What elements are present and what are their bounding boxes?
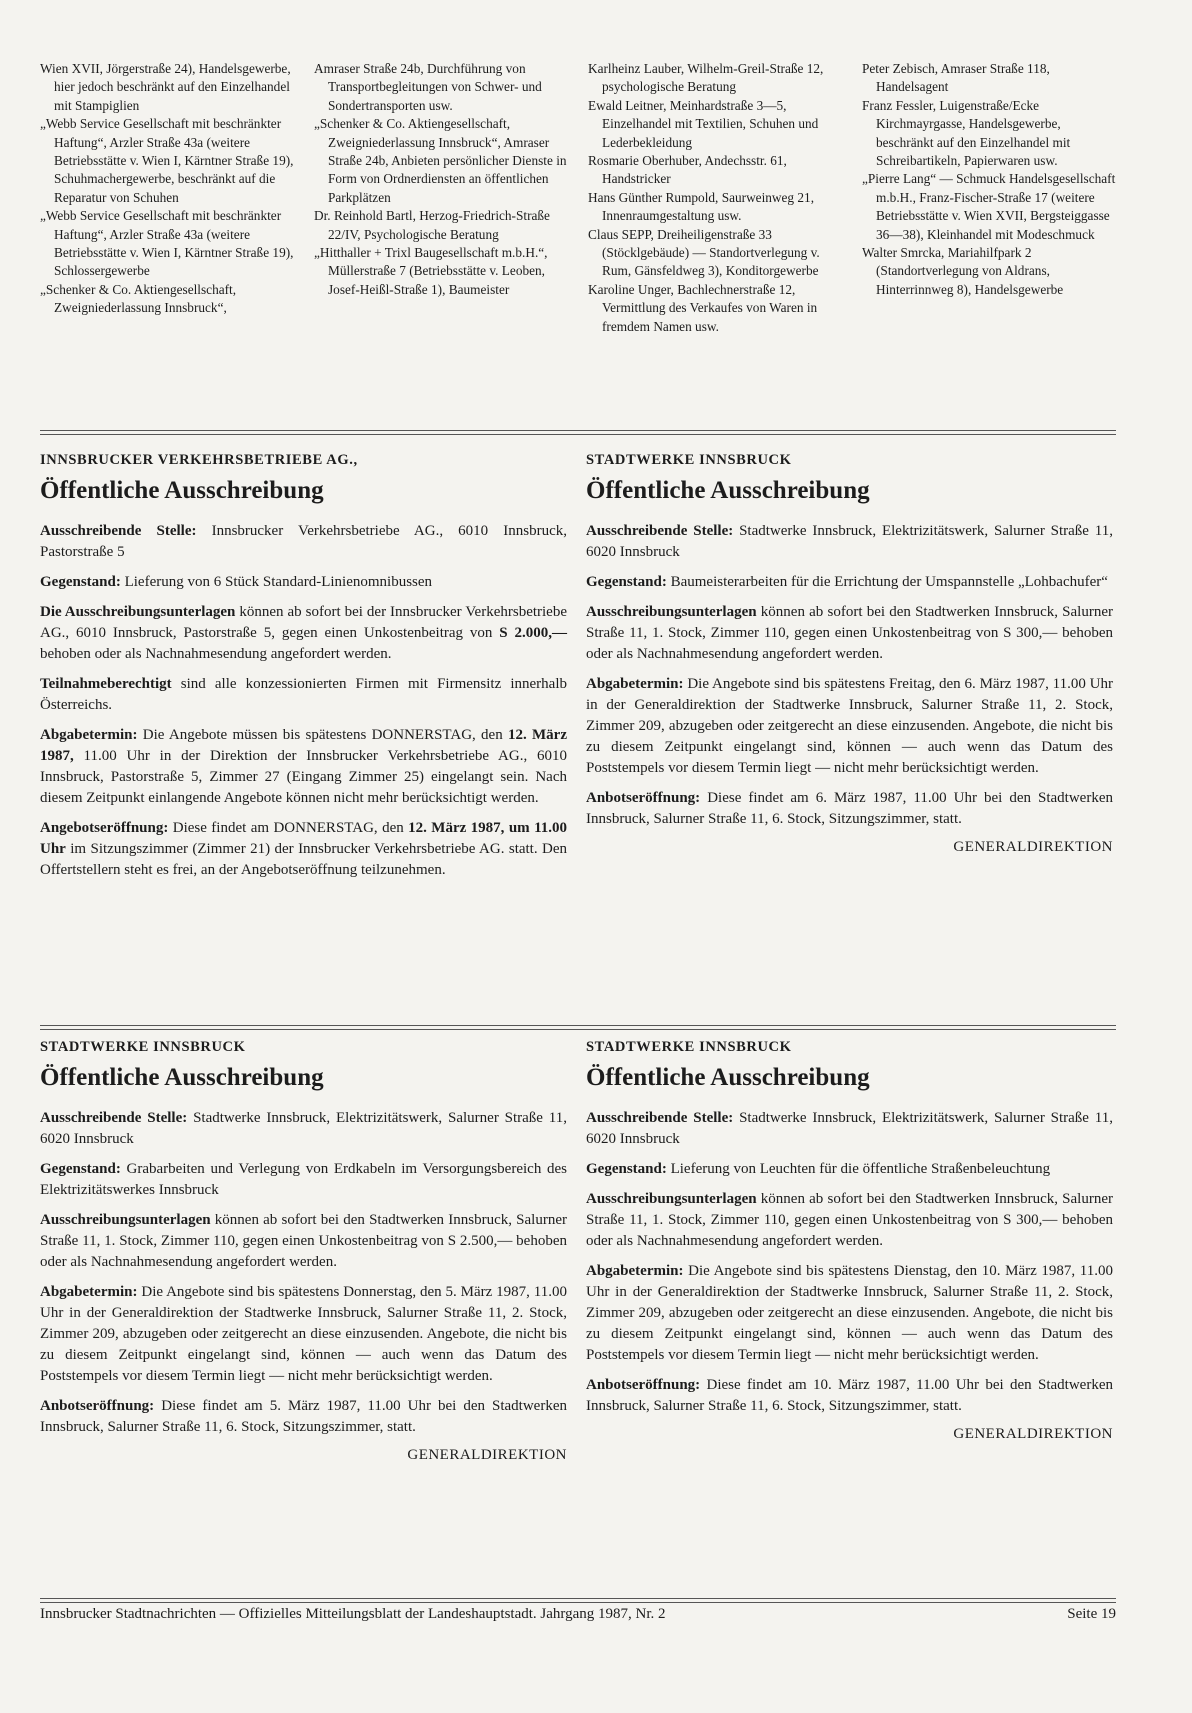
list-item: „Webb Service Gesellschaft mit beschränkter Haftung“, Arzler Straße 43a (weitere Betriebsstätte v. Wien I, Kärntner Straße 19), Schlossergewerbe <box>40 208 294 279</box>
notice-paragraph: Gegenstand: Grabarbeiten und Verlegung von Erdkabeln im Versorgungsbereich des Elektrizitätswerkes Innsbruck <box>40 1161 567 1198</box>
business-register-listings <box>40 60 1116 405</box>
section-divider <box>40 1025 1116 1030</box>
notice-verkehrsbetriebe <box>40 452 567 890</box>
list-item: Hans Günther Rumpold, Saurweinweg 21, Innenraumgestaltung usw. <box>588 189 815 224</box>
publication-line: Innsbrucker Stadtnachrichten — Offizielles Mitteilungsblatt der Landeshauptstadt. Jahrgang 1987, Nr. 2 <box>40 1606 666 1622</box>
notice-heading: Öffentliche Ausschreibung <box>40 477 324 504</box>
listing-column-4 <box>862 60 1116 405</box>
list-item: Walter Smrcka, Mariahilfpark 2 (Standortverlegung von Aldrans, Hinterrinnweg 8), Handelsgewerbe <box>862 245 1064 297</box>
notice-paragraph: Gegenstand: Lieferung von Leuchten für die öffentliche Straßenbeleuchtung <box>586 1161 1051 1177</box>
notice-umspannstelle <box>586 452 1113 856</box>
notice-paragraph: Abgabetermin: Die Angebote müssen bis spätestens DONNERSTAG, den 12. März 1987, 11.00 Uhr in der Direktion der Innsbrucker Verkehrsbetriebe AG., 6010 Innsbruck, Pastorstraße 5, Zimmer 27 (Eingang Zimmer 25) eingelangt sein. Nach diesem Zeitpunkt einlangende Angebote können nicht mehr berücksichtigt werden. <box>40 727 567 806</box>
notice-paragraph: Gegenstand: Lieferung von 6 Stück Standard-Linienomnibussen <box>40 574 433 590</box>
notice-heading: Öffentliche Ausschreibung <box>586 477 870 504</box>
list-item: Rosmarie Oberhuber, Andechsstr. 61, Handstricker <box>588 153 787 187</box>
notice-paragraph: Ausschreibungsunterlagen können ab sofort bei den Stadtwerken Innsbruck, Salurner Straße 11, 1. Stock, Zimmer 110, gegen einen Unkostenbeitrag von S 2.500,— behoben oder als Nachnahmesendung angefordert werden. <box>40 1212 567 1270</box>
notice-paragraph: Ausschreibende Stelle: Stadtwerke Innsbruck, Elektrizitätswerk, Salurner Straße 11, 6020 Innsbruck <box>40 1110 567 1147</box>
list-item: „Schenker & Co. Aktiengesellschaft, Zweigniederlassung Innsbruck“, Amraser Straße 24b, Anbieten persönlicher Dienste in Form von Ordnerdiensten an öffentlichen Parkplätzen <box>314 116 567 205</box>
notice-paragraph: Gegenstand: Baumeisterarbeiten für die Errichtung der Umspannstelle „Lohbachufer“ <box>586 574 1108 590</box>
footer-divider <box>40 1598 1116 1603</box>
notice-erdkabel <box>40 1039 567 1464</box>
list-item: Karoline Unger, Bachlechnerstraße 12, Vermittlung des Verkaufes von Waren in fremdem Namen usw. <box>588 281 818 334</box>
notice-signature: GENERALDIREKTION <box>407 1447 567 1463</box>
notice-paragraph: Ausschreibende Stelle: Stadtwerke Innsbruck, Elektrizitätswerk, Salurner Straße 11, 6020 Innsbruck <box>586 523 1113 560</box>
notice-paragraph: Ausschreibende Stelle: Innsbrucker Verkehrsbetriebe AG., 6010 Innsbruck, Pastorstraße 5 <box>40 523 567 560</box>
notice-paragraph: Abgabetermin: Die Angebote sind bis spätestens Freitag, den 6. März 1987, 11.00 Uhr in der Generaldirektion der Stadtwerke Innsbruck, Salurner Straße 11, 2. Stock, Zimmer 209, abzugeben oder zeitgerecht an diese einzusenden. Angebote, die nicht bis zu diesem Zeitpunkt eingelangt sind, können — auch wenn das Datum des Poststempels vor diesem Termin liegt — nicht mehr berücksichtigt werden. <box>586 676 1113 776</box>
list-item: Franz Fessler, Luigenstraße/Ecke Kirchmayrgasse, Handelsgewerbe, beschränkt auf den Einzelhandel mit Schreibartikeln, Papierwaren usw. <box>862 97 1071 169</box>
list-item: „Schenker & Co. Aktiengesellschaft, Zweigniederlassung Innsbruck“, <box>40 281 237 316</box>
list-item: Dr. Reinhold Bartl, Herzog-Friedrich-Straße 22/IV, Psychologische Beratung <box>314 208 550 242</box>
notice-leuchten <box>586 1039 1113 1443</box>
page-number: Seite 19 <box>1067 1606 1116 1622</box>
notice-paragraph: Ausschreibungsunterlagen können ab sofort bei den Stadtwerken Innsbruck, Salurner Straße 11, 1. Stock, Zimmer 110, gegen einen Unkostenbeitrag von S 300,— behoben oder als Nachnahmesendung angefordert werden. <box>586 604 1113 662</box>
list-item: „Hitthaller + Trixl Baugesellschaft m.b.H.“, Müllerstraße 7 (Betriebsstätte v. Leoben, Josef-Heißl-Straße 1), Baumeister <box>314 245 548 297</box>
list-item: Karlheinz Lauber, Wilhelm-Greil-Straße 12, psychologische Beratung <box>588 61 824 95</box>
list-item: „Webb Service Gesellschaft mit beschränkter Haftung“, Arzler Straße 43a (weitere Betriebsstätte v. Wien I, Kärntner Straße 19), Schuhmachergewerbe, beschränkt auf die Reparatur von Schuhen <box>40 116 294 205</box>
notice-paragraph: Teilnahmeberechtigt sind alle konzessionierten Firmen mit Firmensitz innerhalb Österreichs. <box>40 676 567 713</box>
notice-issuer: STADTWERKE INNSBRUCK <box>40 1039 246 1055</box>
notice-issuer: STADTWERKE INNSBRUCK <box>586 1039 792 1055</box>
listing-column-3 <box>588 60 842 405</box>
notice-paragraph: Ausschreibende Stelle: Stadtwerke Innsbruck, Elektrizitätswerk, Salurner Straße 11, 6020 Innsbruck <box>586 1110 1113 1147</box>
list-item: Amraser Straße 24b, Durchführung von Transportbegleitungen von Schwer- und Sondertransporten usw. <box>314 61 542 113</box>
list-item: Wien XVII, Jörgerstraße 24), Handelsgewerbe, hier jedoch beschränkt auf den Einzelhandel mit Stampiglien <box>40 61 291 113</box>
notice-issuer: INNSBRUCKER VERKEHRSBETRIEBE AG., <box>40 452 358 468</box>
notice-paragraph: Abgabetermin: Die Angebote sind bis spätestens Donnerstag, den 5. März 1987, 11.00 Uhr in der Generaldirektion der Stadtwerke Innsbruck, Salurner Straße 11, 2. Stock, Zimmer 209, abzugeben oder zeitgerecht an diese einzusenden. Angebote, die nicht bis zu diesem Zeitpunkt eingelangt sind, können — auch wenn das Datum des Poststempels vor diesem Termin liegt — nicht mehr berücksichtigt werden. <box>40 1284 567 1384</box>
notice-paragraph: Ausschreibungsunterlagen können ab sofort bei den Stadtwerken Innsbruck, Salurner Straße 11, 1. Stock, Zimmer 110, gegen einen Unkostenbeitrag von S 300,— behoben oder als Nachnahmesendung angefordert werden. <box>586 1191 1113 1249</box>
section-divider <box>40 430 1116 435</box>
listing-column-1 <box>40 60 294 405</box>
notice-issuer: STADTWERKE INNSBRUCK <box>586 452 792 468</box>
notice-paragraph: Angebotseröffnung: Diese findet am DONNERSTAG, den 12. März 1987, um 11.00 Uhr im Sitzungszimmer (Zimmer 21) der Innsbrucker Verkehrsbetriebe AG. statt. Den Offertstellern steht es frei, an der Angebotseröffnung teilzunehmen. <box>40 820 568 878</box>
notice-signature: GENERALDIREKTION <box>953 1426 1113 1442</box>
notice-heading: Öffentliche Ausschreibung <box>586 1064 870 1091</box>
page-footer <box>40 1606 1116 1623</box>
list-item: „Pierre Lang“ — Schmuck Handelsgesellschaft m.b.H., Franz-Fischer-Straße 17 (weitere Betriebsstätte v. Wien XVII, Bergsteiggasse 36—38), Kleinhandel mit Modeschmuck <box>862 171 1116 242</box>
notice-heading: Öffentliche Ausschreibung <box>40 1064 324 1091</box>
notice-paragraph: Abgabetermin: Die Angebote sind bis spätestens Dienstag, den 10. März 1987, 11.00 Uhr in der Generaldirektion der Stadtwerke Innsbruck, Salurner Straße 11, 2. Stock, Zimmer 209, abzugeben oder zeitgerecht an diese einzusenden. Angebote, die nicht bis zu diesem Zeitpunkt eingelangt sind, können — auch wenn das Datum des Poststempels vor diesem Termin liegt — nicht mehr berücksichtigt werden. <box>586 1263 1113 1363</box>
notice-paragraph: Anbotseröffnung: Diese findet am 10. März 1987, 11.00 Uhr bei den Stadtwerken Innsbruck, Salurner Straße 11, 6. Stock, Sitzungszimmer, statt. <box>586 1377 1113 1414</box>
list-item: Peter Zebisch, Amraser Straße 118, Handelsagent <box>862 61 1050 95</box>
notice-signature: GENERALDIREKTION <box>953 839 1113 855</box>
notice-paragraph: Die Ausschreibungsunterlagen können ab sofort bei der Innsbrucker Verkehrsbetriebe AG., 6010 Innsbruck, Pastorstraße 5, gegen einen Unkostenbeitrag von S 2.000,— behoben oder als Nachnahmesendung angefordert werden. <box>40 604 568 662</box>
listing-column-2 <box>314 60 568 405</box>
list-item: Claus SEPP, Dreiheiligenstraße 33 (Stöcklgebäude) — Standortverlegung v. Rum, Gänsfeldweg 3), Konditorgewerbe <box>588 226 820 279</box>
notice-paragraph: Anbotseröffnung: Diese findet am 5. März 1987, 11.00 Uhr bei den Stadtwerken Innsbruck, Salurner Straße 11, 6. Stock, Sitzungszimmer, statt. <box>40 1398 567 1435</box>
list-item: Ewald Leitner, Meinhardstraße 3—5, Einzelhandel mit Textilien, Schuhen und Lederbekleidung <box>588 97 819 150</box>
notice-paragraph: Anbotseröffnung: Diese findet am 6. März 1987, 11.00 Uhr bei den Stadtwerken Innsbruck, Salurner Straße 11, 6. Stock, Sitzungszimmer, statt. <box>586 790 1113 827</box>
